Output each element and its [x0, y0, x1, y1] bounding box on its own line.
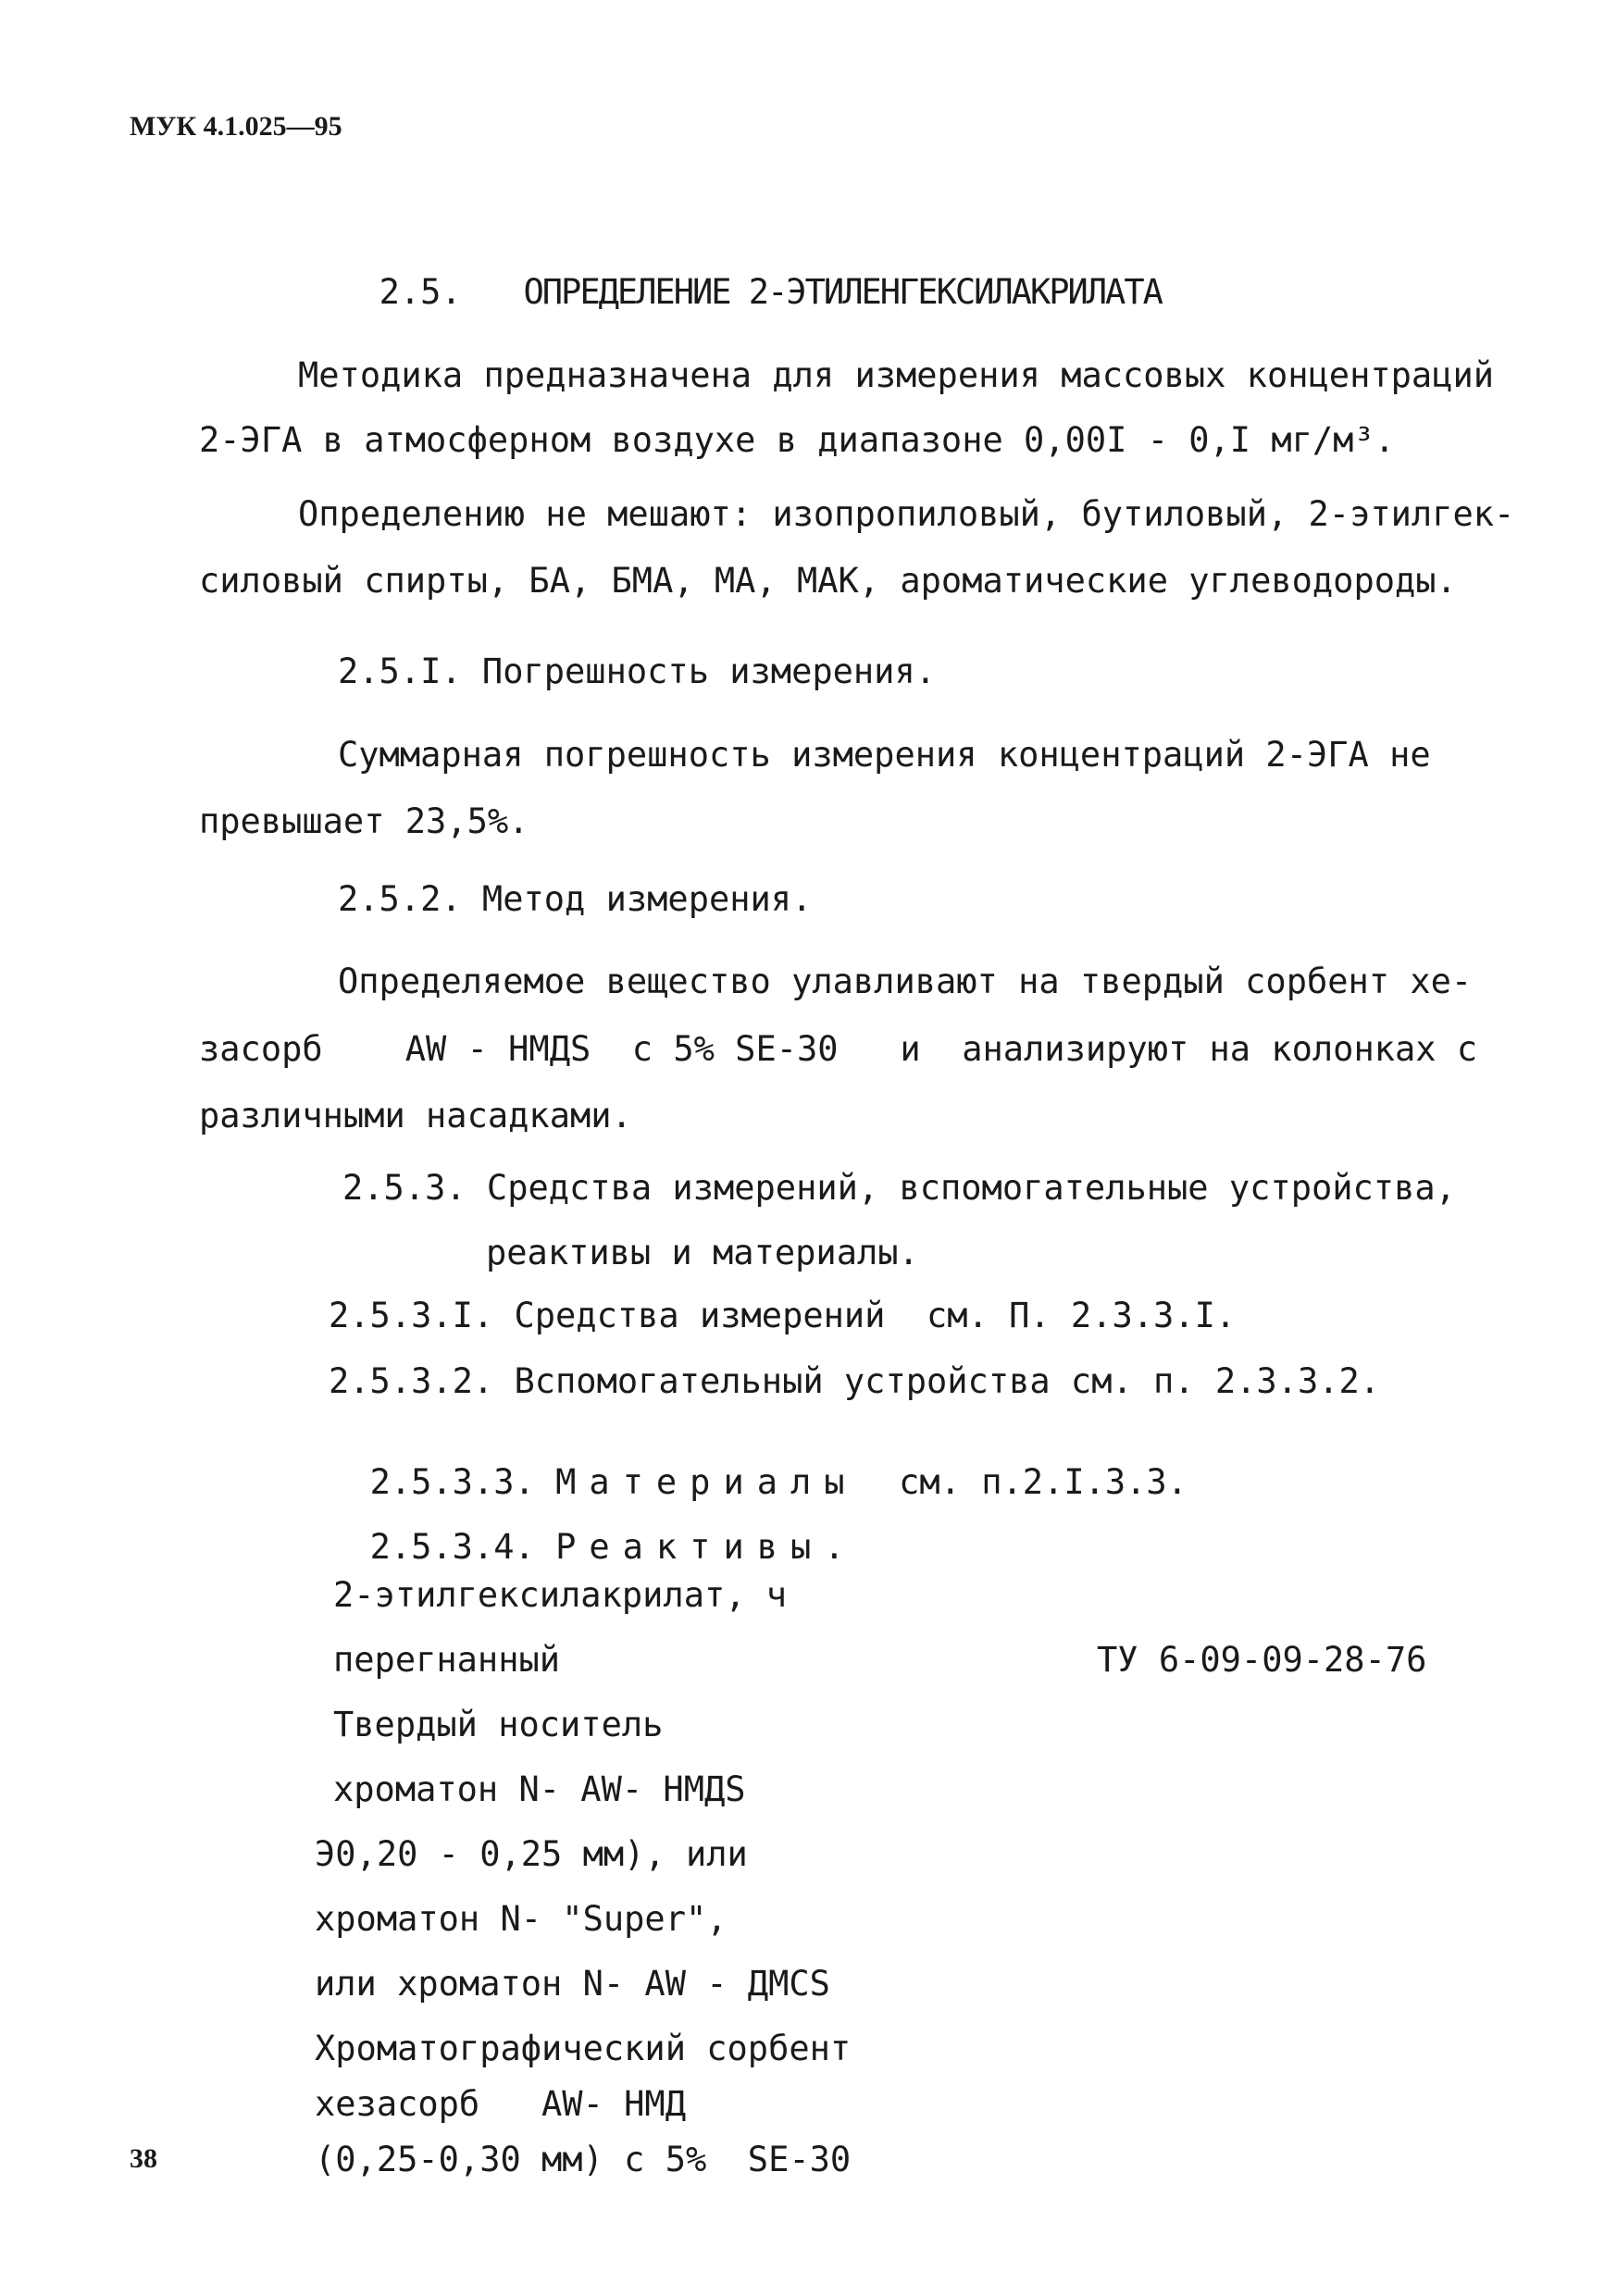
- subsection-heading-2-5-3-cont: реактивы и материалы.: [486, 1233, 919, 1272]
- subsection-heading-2-5-1: 2.5.I. Погрешность измерения.: [338, 652, 937, 691]
- subsection-heading-2-5-3: 2.5.3. Средства измерений, вспомогательные устройства,: [342, 1168, 1456, 1208]
- section-heading: [338, 241, 1162, 312]
- item-2-5-3-3-number: 2.5.3.3.: [369, 1462, 535, 1502]
- item-2-5-3-3-ref: см. п.2.I.3.3.: [899, 1462, 1188, 1502]
- intro-line-2: 2-ЭГА в атмосферном воздухе в диапазоне 0,00I - 0,I мг/м³.: [199, 420, 1396, 460]
- section-title: ОПРЕДЕЛЕНИЕ 2-ЭТИЛЕНГЕКСИЛАКРИЛАТА: [523, 272, 1162, 312]
- reagent-2-line-4: хроматон N- "Super",: [315, 1899, 728, 1939]
- reagent-2-line-3: Э0,20 - 0,25 мм), или: [315, 1834, 748, 1874]
- item-2-5-3-4: [329, 1496, 858, 1567]
- s252-line-2: засорб AW - HMДS с 5% SE-30 и анализируют на колонках с: [199, 1029, 1478, 1069]
- s252-line-3: различными насадками.: [199, 1096, 632, 1136]
- item-2-5-3-1: 2.5.3.I. Средства измерений см. П. 2.3.3.I.: [329, 1296, 1237, 1335]
- item-2-5-3-4-word: Реактивы.: [555, 1527, 858, 1567]
- s252-line-1: Определяемое вещество улавливают на твердый сорбент хе-: [338, 962, 1473, 1001]
- section-number: 2.5.: [379, 272, 462, 312]
- header-doc-code: МУК 4.1.025—95: [130, 111, 342, 142]
- s251-line-1: Суммарная погрешность измерения концентраций 2-ЭГА не: [338, 735, 1431, 775]
- s251-line-2: превышает 23,5%.: [199, 801, 529, 841]
- intro-line-4: силовый спирты, БА, БМА, МА, МАК, ароматические углеводороды.: [199, 561, 1457, 601]
- intro-line-1: Методика предназначена для измерения массовых концентраций: [298, 355, 1495, 395]
- reagent-1-line-2: перегнанный: [333, 1640, 561, 1680]
- intro-line-3: Определению не мешают: изопропиловый, бутиловый, 2-этилгек-: [298, 494, 1515, 534]
- reagent-2-line-1: Твердый носитель: [333, 1705, 664, 1744]
- item-2-5-3-3: [329, 1431, 1188, 1502]
- reagent-2-line-5: или хроматон N- AW - ДМСS: [315, 1964, 830, 2004]
- reagent-1-spec: ТУ 6-09-09-28-76: [1097, 1640, 1427, 1680]
- reagent-2-line-2: хроматон N- AW- HMДS: [333, 1769, 746, 1809]
- reagent-3-line-3: (0,25-0,30 мм) с 5% SE-30: [315, 2140, 852, 2179]
- item-2-5-3-2: 2.5.3.2. Вспомогательный устройства см. п. 2.3.3.2.: [329, 1361, 1381, 1401]
- reagent-1-line-1: 2-этилгексилакрилат, ч: [333, 1575, 788, 1615]
- item-2-5-3-3-word: Материалы: [555, 1462, 858, 1502]
- subsection-heading-2-5-2: 2.5.2. Метод измерения.: [338, 879, 813, 919]
- item-2-5-3-4-number: 2.5.3.4.: [369, 1527, 535, 1567]
- reagent-3-line-1: Хроматографический сорбент: [315, 2029, 852, 2068]
- page-number: 38: [130, 2143, 157, 2174]
- reagent-3-line-2: хезасорб AW- HMД: [315, 2084, 686, 2124]
